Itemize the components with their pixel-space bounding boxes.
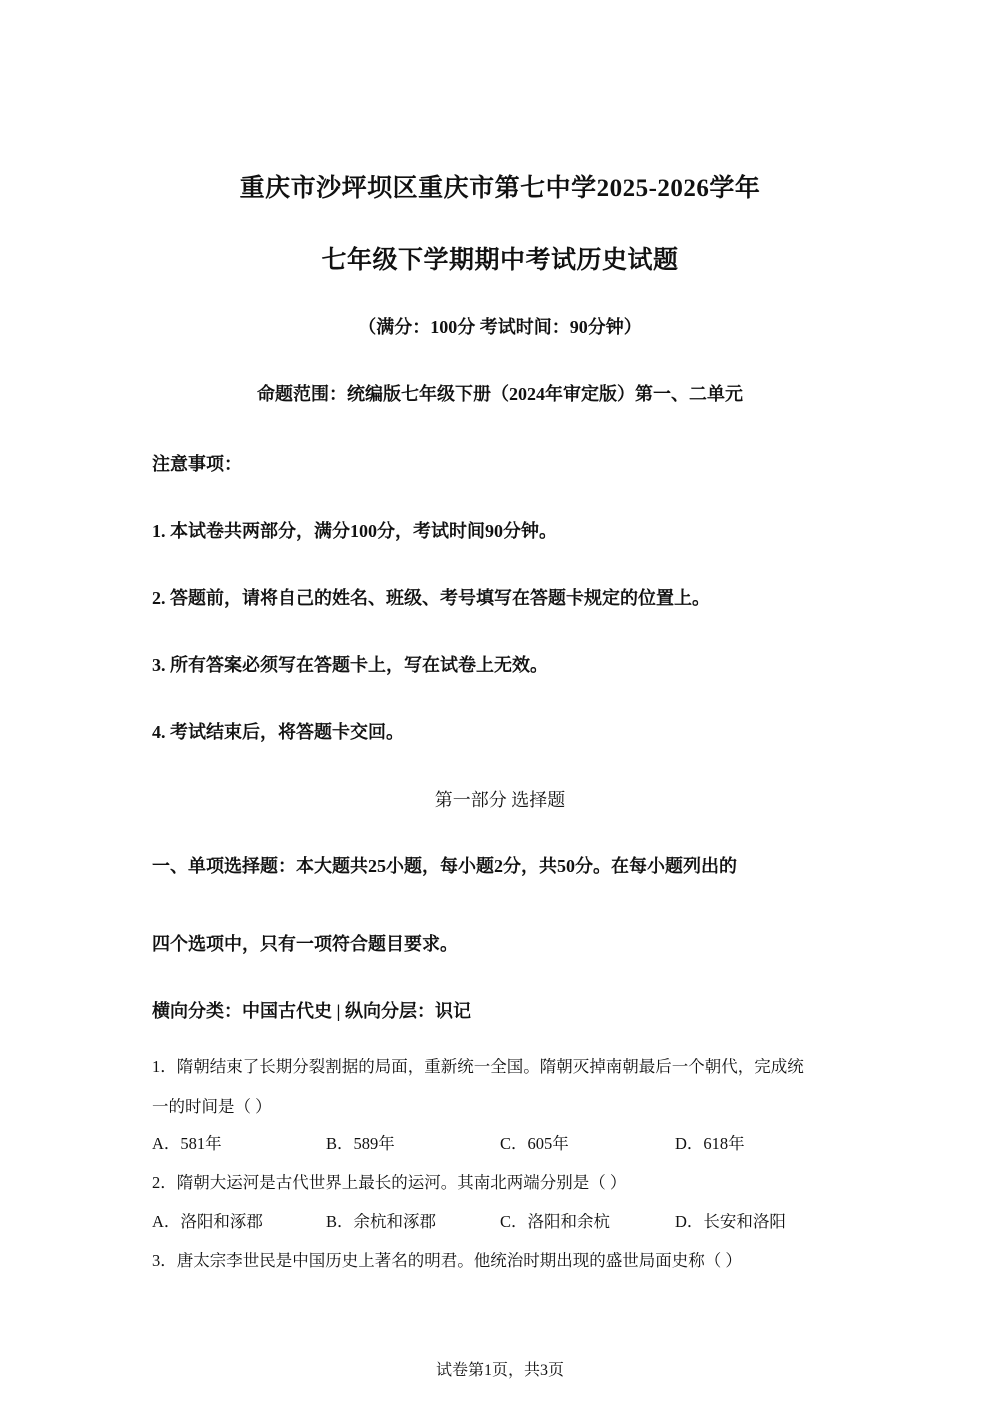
question-3-stem: 3．唐太宗李世民是中国历史上著名的明君。他统治时期出现的盛世局面史称（ ） [152,1251,742,1270]
option-d: D．长安和洛阳 [675,1212,786,1231]
page-footer: 试卷第1页，共3页 [435,1362,564,1379]
option-d: D．618年 [675,1134,745,1153]
question-1-stem-line1: 1．隋朝结束了长期分裂割据的局面，重新统一全国。隋朝灭掉南朝最后一个朝代，完成统 [152,1057,804,1076]
notice-heading: 注意事项： [152,454,242,474]
option-c: C．洛阳和余杭 [500,1212,611,1231]
question-1-stem-line2: 一的时间是（ ） [152,1097,272,1116]
option-a: A．581年 [152,1134,222,1153]
option-a: A．洛阳和涿郡 [152,1212,263,1231]
part-title: 第一部分 选择题 [434,790,566,810]
notice-item: 3. 所有答案必须写在答题卡上，写在试卷上无效。 [152,655,548,675]
exam-title-line1: 重庆市沙坪坝区重庆市第七中学2025-2026学年 [239,175,761,202]
exam-scope: 命题范围：统编版七年级下册（2024年审定版）第一、二单元 [257,384,743,404]
section-category: 横向分类：中国古代史 | 纵向分层：识记 [152,1001,471,1021]
option-b: B．589年 [326,1134,395,1153]
option-c: C．605年 [500,1134,569,1153]
option-b: B．余杭和涿郡 [326,1212,437,1231]
question-2-stem: 2．隋朝大运河是古代世界上最长的运河。其南北两端分别是（ ） [152,1173,627,1192]
exam-subtitle: （满分：100分 考试时间：90分钟） [358,317,642,337]
notice-item: 4. 考试结束后，将答题卡交回。 [152,722,404,742]
notice-item: 1. 本试卷共两部分，满分100分，考试时间90分钟。 [152,521,557,541]
exam-title-line2: 七年级下学期期中考试历史试题 [321,247,679,274]
section-instruction-line1: 一、单项选择题：本大题共25小题，每小题2分，共50分。在每小题列出的 [152,856,737,876]
section-instruction-line2: 四个选项中，只有一项符合题目要求。 [152,934,458,954]
notice-item: 2. 答题前，请将自己的姓名、班级、考号填写在答题卡规定的位置上。 [152,588,710,608]
